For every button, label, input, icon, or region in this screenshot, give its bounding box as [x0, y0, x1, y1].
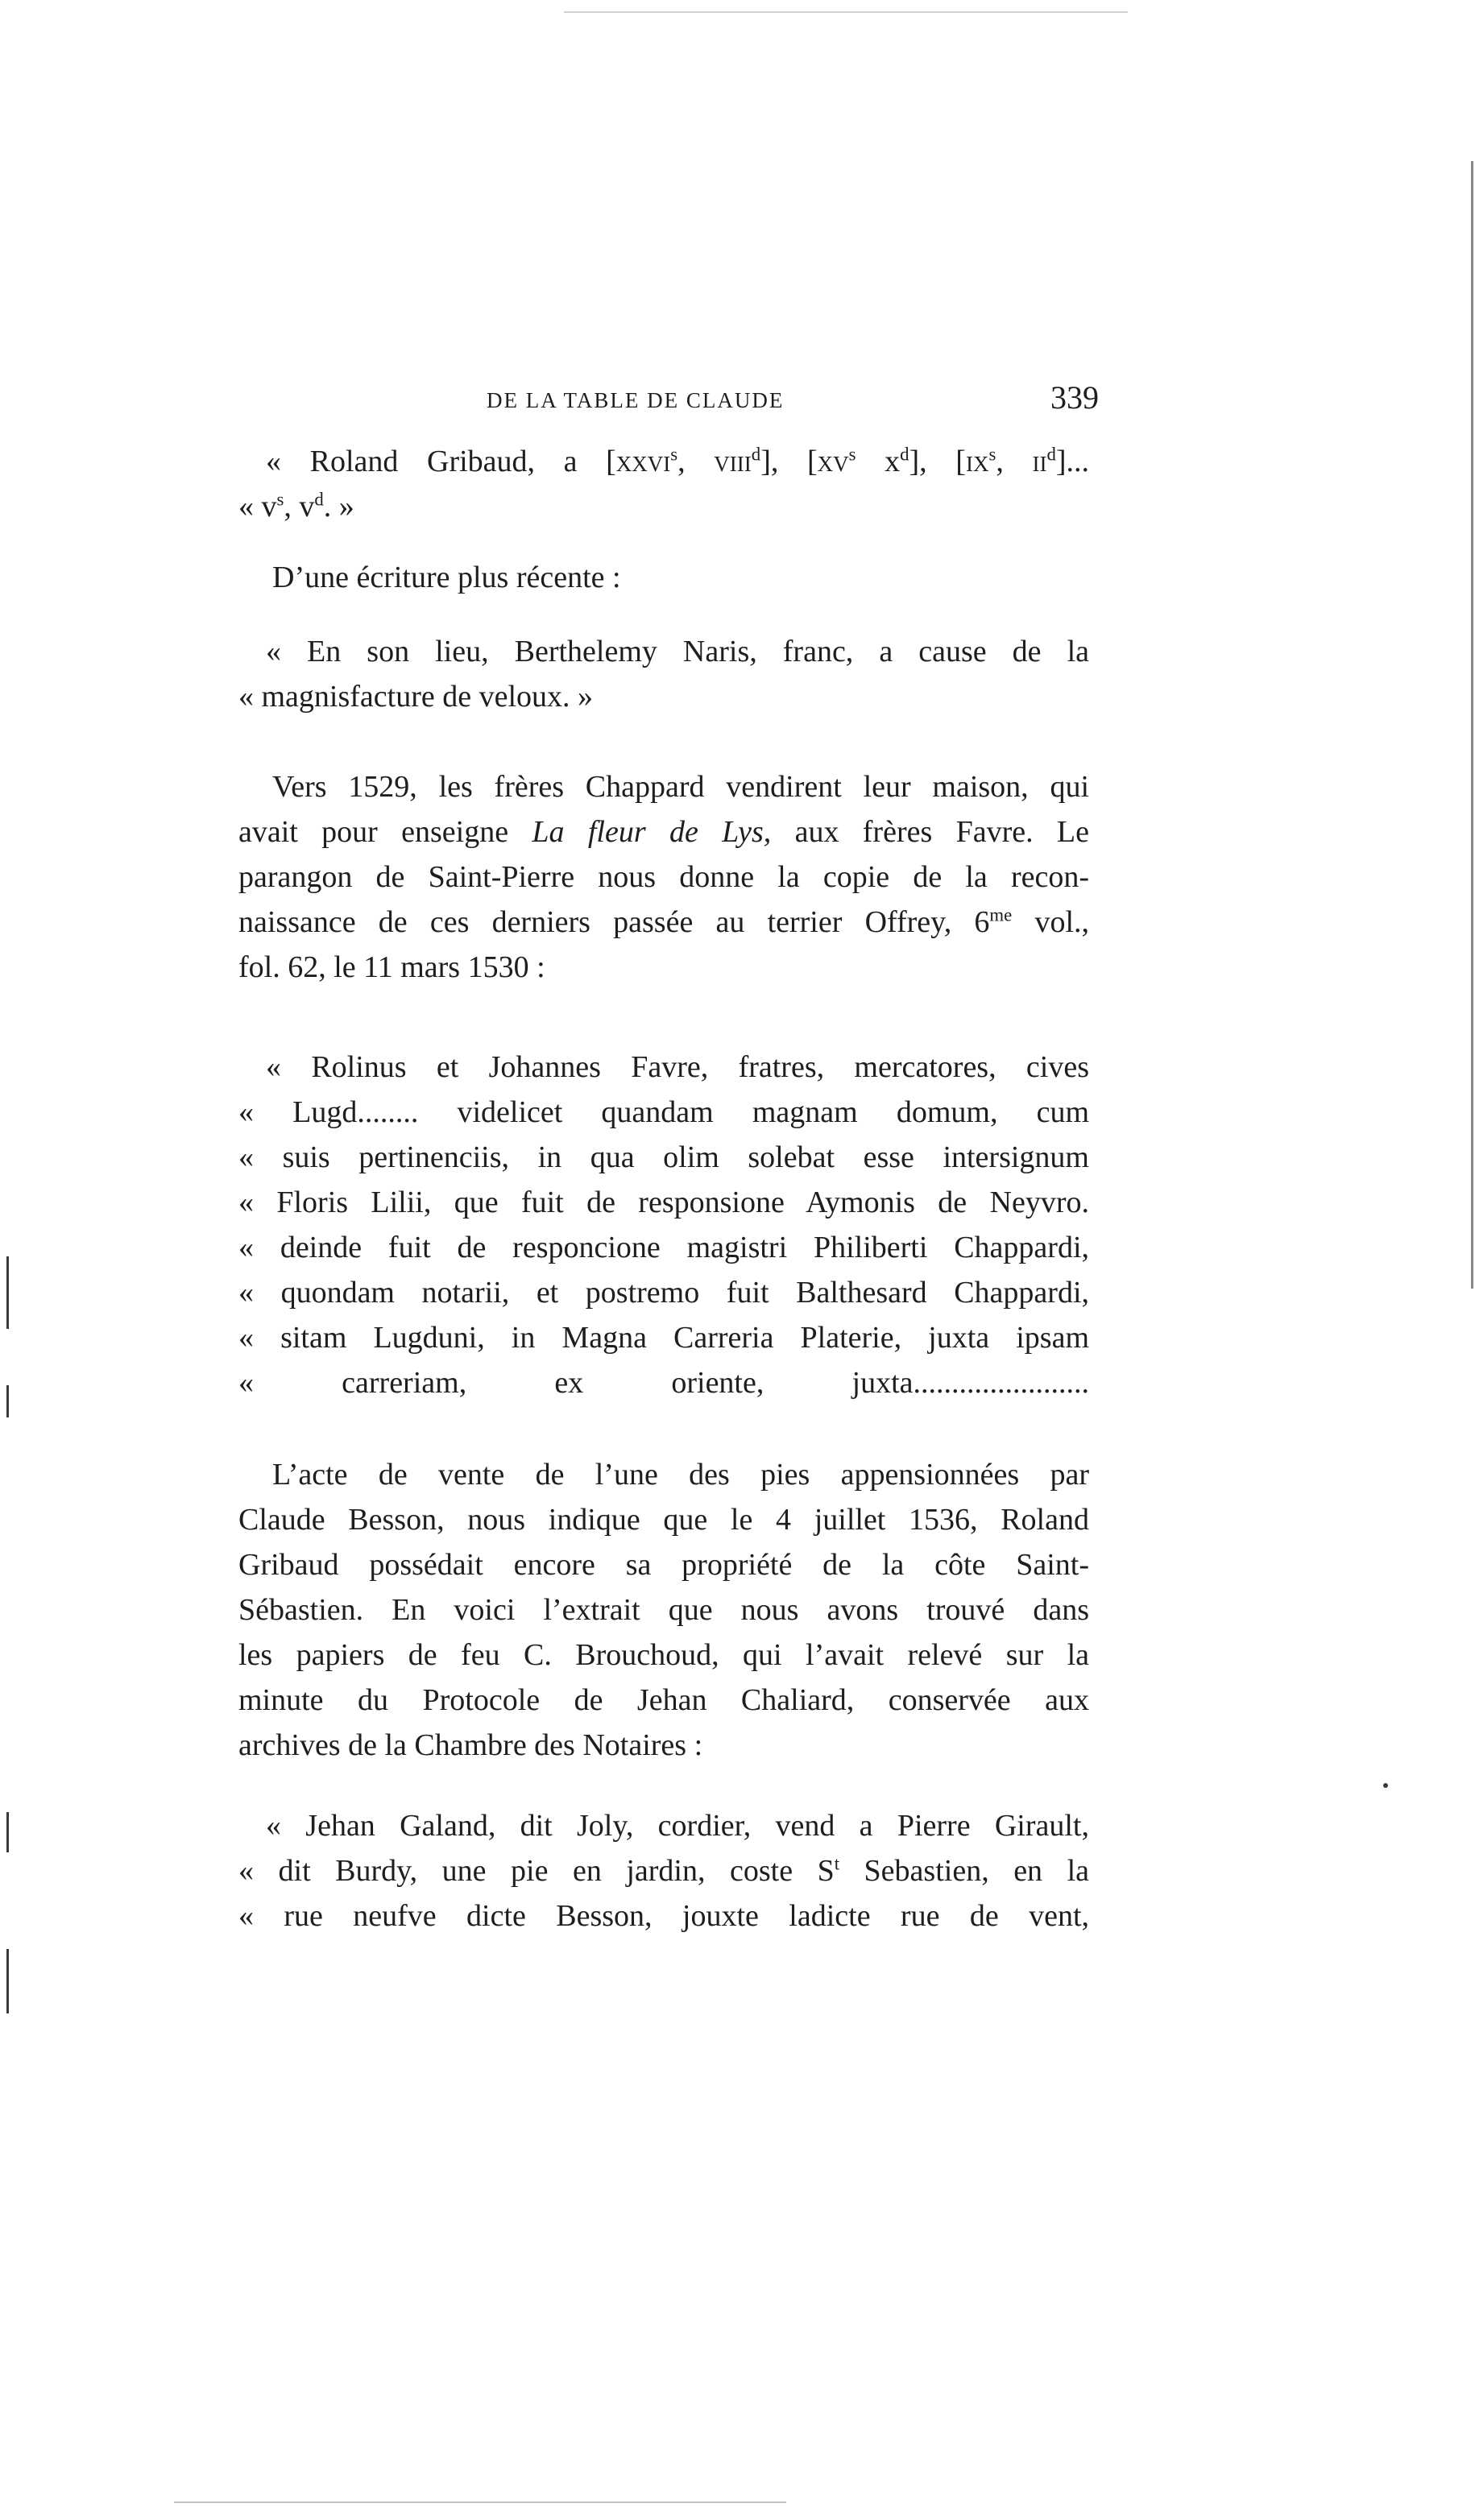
text-line: minute du Protocole de Jehan Chaliard, conservée aux — [238, 1683, 1089, 1717]
running-head: DE LA TABLE DE CLAUDE — [487, 388, 785, 412]
text-line: « rue neufve dicte Besson, jouxte ladicte rue de vent, — [238, 1899, 1089, 1933]
text-line: « En son lieu, Berthelemy Naris, franc, a cause de la — [266, 635, 1089, 668]
text-line: « Roland Gribaud, a [xxvi$^s$, viii$^d$], [$xv^s$ $x^d$], [$ix^s$, $ii^d$]... — [266, 444, 1089, 478]
text-line: « magnisfacture de veloux. » — [238, 680, 594, 714]
text-line: naissance de ces derniers passée au terrier Offrey, $6^{me}$ vol., — [238, 904, 1089, 939]
text-line: Sébastien. En voici l’extrait que nous avons trouvé dans — [238, 1593, 1089, 1627]
text-line: Claude Besson, nous indique que le 4 juillet 1536, Roland — [238, 1503, 1089, 1537]
scan-dot-right — [1383, 1783, 1388, 1788]
text-line: « deinde fuit de responcione magistri Philiberti Chappardi, — [238, 1231, 1089, 1264]
page-header — [487, 379, 1099, 427]
text-line: les papiers de feu C. Brouchoud, qui l’avait relevé sur la — [238, 1638, 1089, 1672]
text-line: L’acte de vente de l’une des pies appensionnées par — [272, 1458, 1089, 1492]
text-line: « Lugd........ videlicet quandam magnam domum, cum — [238, 1095, 1089, 1129]
scan-mark-left-3 — [6, 1812, 9, 1852]
scan-edge-line — [1471, 161, 1473, 1289]
page-number: 339 — [1050, 379, 1099, 416]
text-line: parangon de Saint-Pierre nous donne la copie de la recon- — [238, 860, 1089, 894]
text-line: « suis pertinenciis, in qua olim solebat esse intersignum — [238, 1140, 1089, 1174]
text-line: avait pour enseigne La fleur de Lys, aux frères Favre. Le — [238, 815, 1089, 849]
scan-dash-top — [564, 11, 1128, 13]
text-line: « $v^s$, $v^d$. » — [238, 489, 354, 523]
scan-mark-left-4 — [6, 1949, 9, 2013]
text-line: « dit Burdy, une pie en jardin, coste $S^t$ Sebastien, en la — [238, 1853, 1089, 1888]
text-line: fol. 62, le 11 mars 1530 : — [238, 950, 545, 984]
text-line: « carreriam, ex oriente, juxta....................... — [238, 1366, 1089, 1400]
text-line: « Floris Lilii, que fuit de responsione Aymonis de Neyvro. — [238, 1186, 1089, 1219]
text-line: « sitam Lugduni, in Magna Carreria Platerie, juxta ipsam — [238, 1321, 1089, 1355]
scan-mark-left-1 — [6, 1256, 9, 1329]
text-line: « Rolinus et Johannes Favre, fratres, mercatores, cives — [266, 1050, 1089, 1084]
text-line: « Jehan Galand, dit Joly, cordier, vend a Pierre Girault, — [266, 1809, 1089, 1843]
text-line: Gribaud possédait encore sa propriété de la côte Saint- — [238, 1548, 1089, 1582]
text-line: Vers 1529, les frères Chappard vendirent leur maison, qui — [272, 770, 1089, 804]
text-line: « quondam notarii, et postremo fuit Balthesard Chappardi, — [238, 1276, 1089, 1310]
text-line: D’une écriture plus récente : — [272, 561, 621, 594]
text-line: archives de la Chambre des Notaires : — [238, 1728, 703, 1762]
scan-dash-bottom — [174, 2501, 786, 2503]
scan-mark-left-2 — [6, 1385, 9, 1417]
